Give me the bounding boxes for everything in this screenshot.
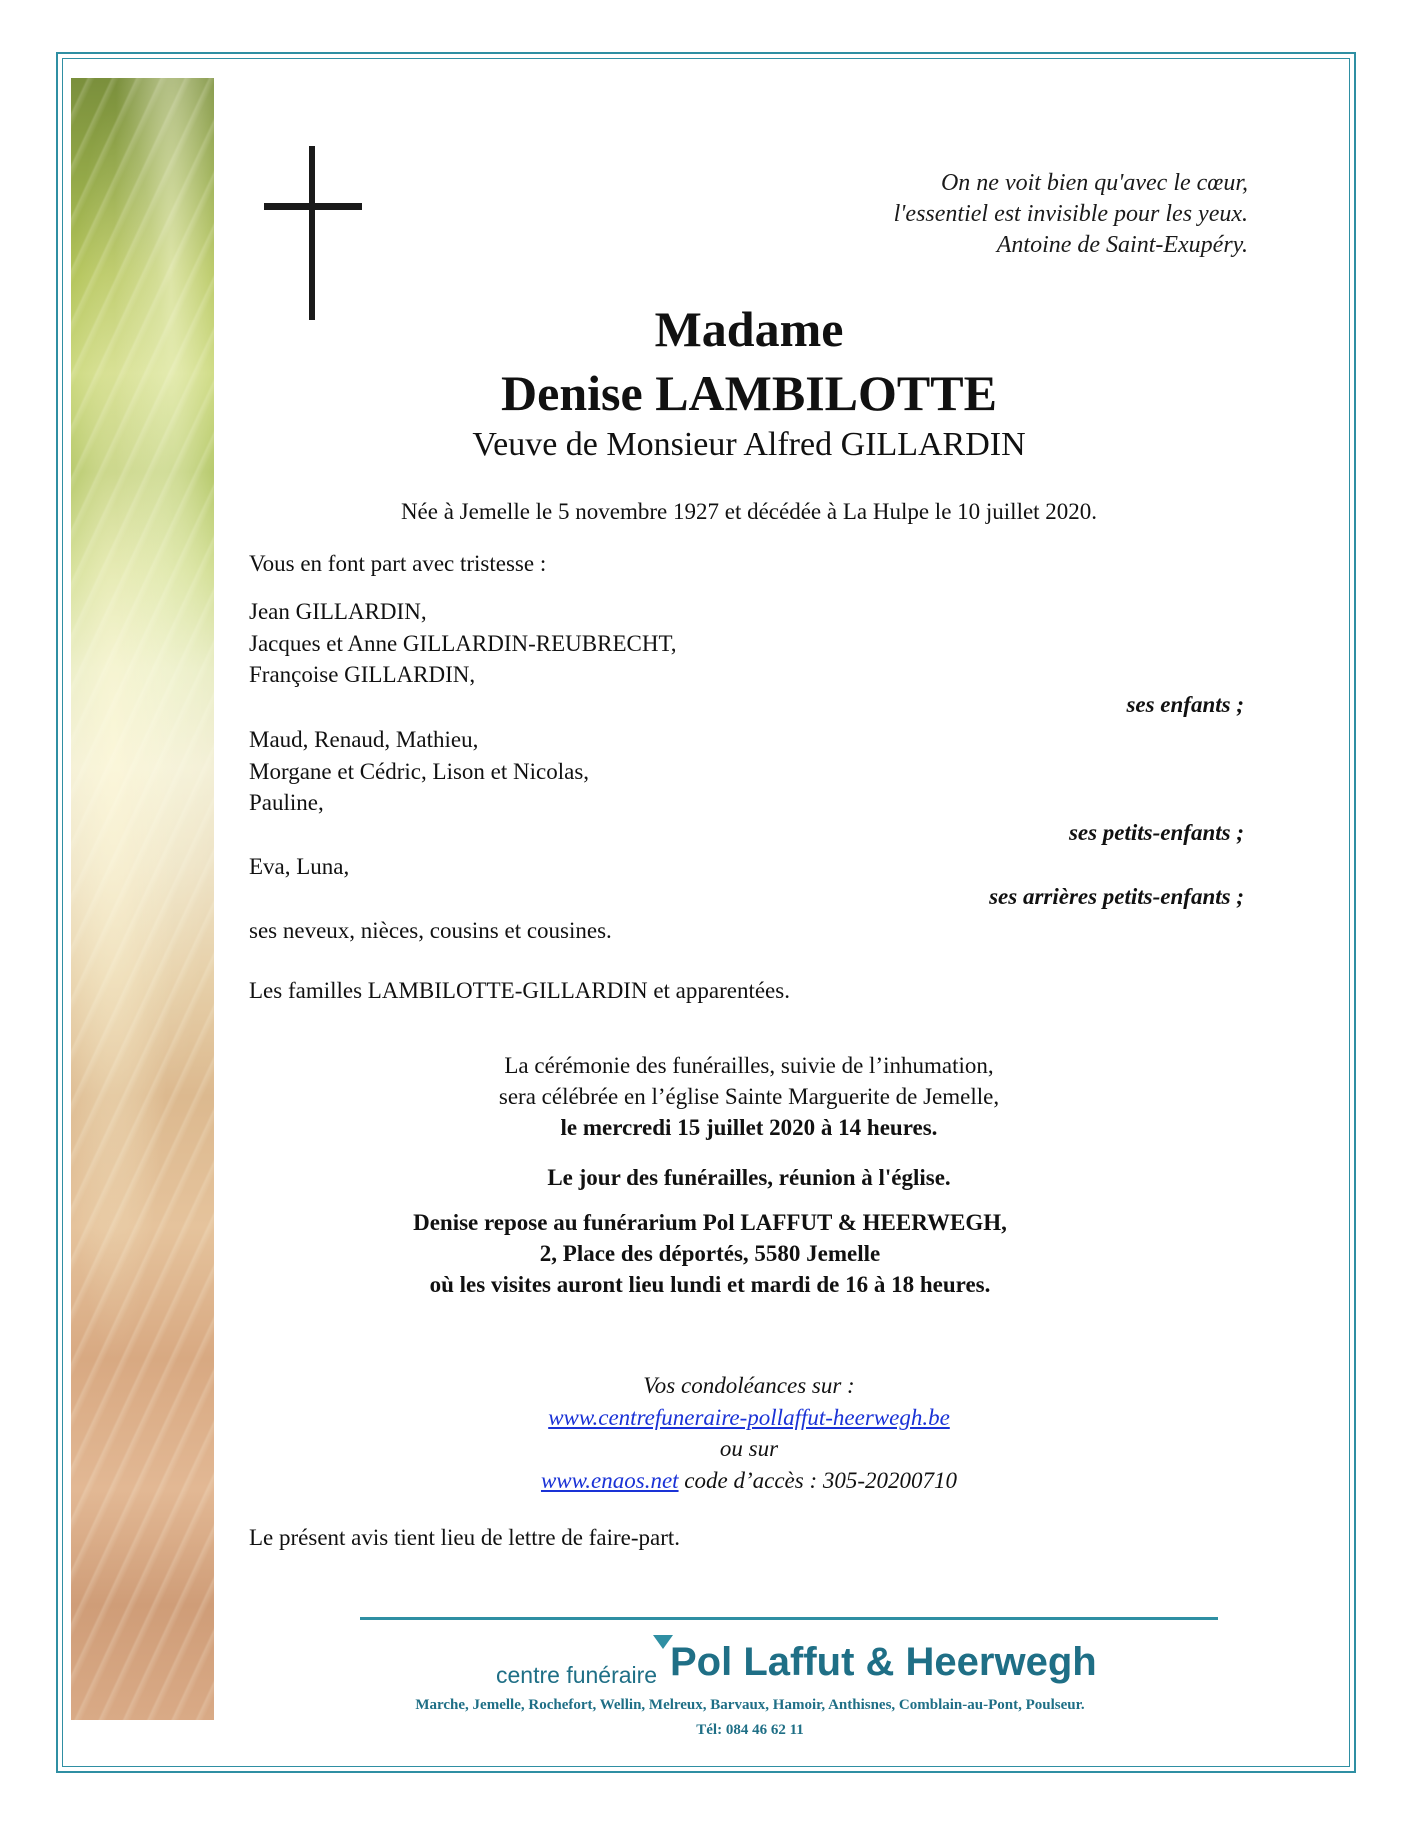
grandchildren-label: ses petits-enfants ;: [1068, 820, 1244, 845]
brand-name: Pol Laffut & Heerwegh: [670, 1640, 1097, 1684]
list-item: Maud, Renaud, Mathieu,: [249, 727, 479, 752]
condolences-or: ou sur: [719, 1436, 779, 1461]
ceremony-line-2: sera célébrée en l’église Sainte Marguerite de Jemelle,: [498, 1084, 1000, 1109]
list-item: Françoise GILLARDIN,: [249, 662, 476, 687]
quote: [894, 168, 1248, 261]
announcement-intro: Vous en font part avec tristesse :: [249, 551, 547, 576]
list-item: Jean GILLARDIN,: [249, 599, 427, 624]
quote-author: Antoine de Saint-Exupéry.: [996, 232, 1248, 258]
closing-line: Le présent avis tient lieu de lettre de faire-part.: [249, 1525, 681, 1550]
great-grandchildren-label: ses arrières petits-enfants ;: [989, 884, 1244, 909]
widow-line: Veuve de Monsieur Alfred GILLARDIN: [472, 426, 1026, 463]
list-item: Eva, Luna,: [249, 854, 350, 879]
condolences-link-enaos[interactable]: www.enaos.net: [540, 1467, 679, 1493]
condolences-block: [214, 1370, 1284, 1496]
repose-line-1: Denise repose au funérarium Pol LAFFUT & HEERWEGH,: [413, 1210, 1007, 1235]
deceased-name: Denise LAMBILOTTE: [501, 365, 997, 421]
repose-line-3: où les visites auront lieu lundi et mardi de 16 à 18 heures.: [429, 1272, 991, 1297]
access-code: code d’accès : 305-20200710: [678, 1467, 958, 1493]
ceremony-date: le mercredi 15 juillet 2020 à 14 heures.: [560, 1115, 938, 1140]
deceased-title: Madame: [654, 301, 844, 357]
children-label: ses enfants ;: [1126, 692, 1244, 717]
birth-death-line: Née à Jemelle le 5 novembre 1927 et décédée à La Hulpe le 10 juillet 2020.: [400, 499, 1098, 524]
brand-prefix: centre funéraire: [496, 1662, 658, 1688]
forest-path-image: [71, 78, 214, 1720]
brand-locations: Marche, Jemelle, Rochefort, Wellin, Melreux, Barvaux, Hamoir, Anthisnes, Comblain-au-Pont, Poulseur.: [415, 1697, 1085, 1713]
list-item: Pauline,: [249, 790, 324, 815]
ceremony-block: [214, 1050, 1284, 1143]
quote-line-2: l'essentiel est invisible pour les yeux.: [893, 201, 1248, 227]
quote-line-1: On ne voit bien qu'avec le cœur,: [940, 170, 1248, 196]
grandchildren-list: [249, 724, 589, 819]
relatives-line: ses neveux, nièces, cousins et cousines.: [249, 918, 612, 943]
list-item: Jacques et Anne GILLARDIN-REUBRECHT,: [249, 630, 677, 656]
repose-block: [300, 1207, 1120, 1300]
ceremony-line-1: La cérémonie des funérailles, suivie de l’inhumation,: [504, 1053, 994, 1078]
great-grandchildren-list: [249, 851, 349, 883]
footer-divider: [360, 1617, 1218, 1620]
reunion-line: Le jour des funérailles, réunion à l'église.: [547, 1165, 951, 1190]
condolences-link-funeral-home[interactable]: www.centrefuneraire-pollaffut-heerwegh.be: [548, 1404, 950, 1430]
repose-line-2: 2, Place des déportés, 5580 Jemelle: [539, 1241, 881, 1266]
families-line: Les familles LAMBILOTTE-GILLARDIN et apparentées.: [249, 978, 790, 1003]
brand-phone: Tél: 084 46 62 11: [696, 1722, 804, 1738]
children-list: [249, 596, 677, 691]
condolences-intro: Vos condoléances sur :: [643, 1373, 855, 1398]
list-item: Morgane et Cédric, Lison et Nicolas,: [249, 758, 590, 784]
